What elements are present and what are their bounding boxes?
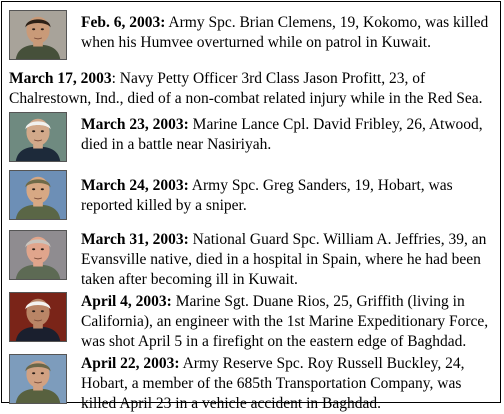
entry-description: : Navy Petty Officer 3rd Class Jason Profitt, 23, of Chalrestown, Ind., died of a non-combat related injury while in the Red Sea. xyxy=(9,70,483,107)
entry-date: March 23, 2003: xyxy=(81,116,189,133)
entry-date: April 4, 2003: xyxy=(81,293,172,310)
entry-date: March 17, 2003 xyxy=(9,70,112,87)
entry-date: April 22, 2003: xyxy=(81,355,180,372)
entry-description: Army Spc. Brian Clemens, 19, Kokomo, was killed when his Humvee overturned while on patrol in Kuwait. xyxy=(81,14,489,51)
entry-date: March 31, 2003: xyxy=(81,231,189,248)
entry-description: Army Reserve Spc. Roy Russell Buckley, 24, Hobart, a member of the 685th Transportation Company, was killed April 23 in a vehicle accident in Baghdad. xyxy=(81,355,465,412)
entry-text xyxy=(81,176,494,216)
entry-text xyxy=(81,292,494,352)
portrait-photo xyxy=(9,10,67,60)
entry-text xyxy=(81,115,494,155)
entry-description: Marine Sgt. Duane Rios, 25, Griffith (living in California), an engineer with the 1st Marine Expeditionary Force, was shot April 5 in a firefight on the eastern edge of Baghdad. xyxy=(81,293,489,350)
portrait-photo xyxy=(9,170,67,220)
entry-date: Feb. 6, 2003: xyxy=(81,14,166,31)
portrait-photo xyxy=(9,354,67,404)
portrait-photo xyxy=(9,230,67,280)
entry-description: Marine Lance Cpl. David Fribley, 26, Atwood, died in a battle near Nasiriyah. xyxy=(81,116,483,153)
entry-text xyxy=(81,230,494,290)
entry-text xyxy=(81,354,494,414)
portrait-photo xyxy=(9,112,67,162)
entry-description: Army Spc. Greg Sanders, 19, Hobart, was reported killed by a sniper. xyxy=(81,177,453,214)
casualty-list xyxy=(1,1,501,412)
entry-text xyxy=(9,69,494,109)
entry-text xyxy=(81,13,494,53)
entry-description: National Guard Spc. William A. Jeffries, 39, an Evansville native, died in a hospital in Spain, where he had been taken after becoming ill in Kuwait. xyxy=(81,231,487,288)
entry-date: March 24, 2003: xyxy=(81,177,189,194)
portrait-photo xyxy=(9,292,67,342)
